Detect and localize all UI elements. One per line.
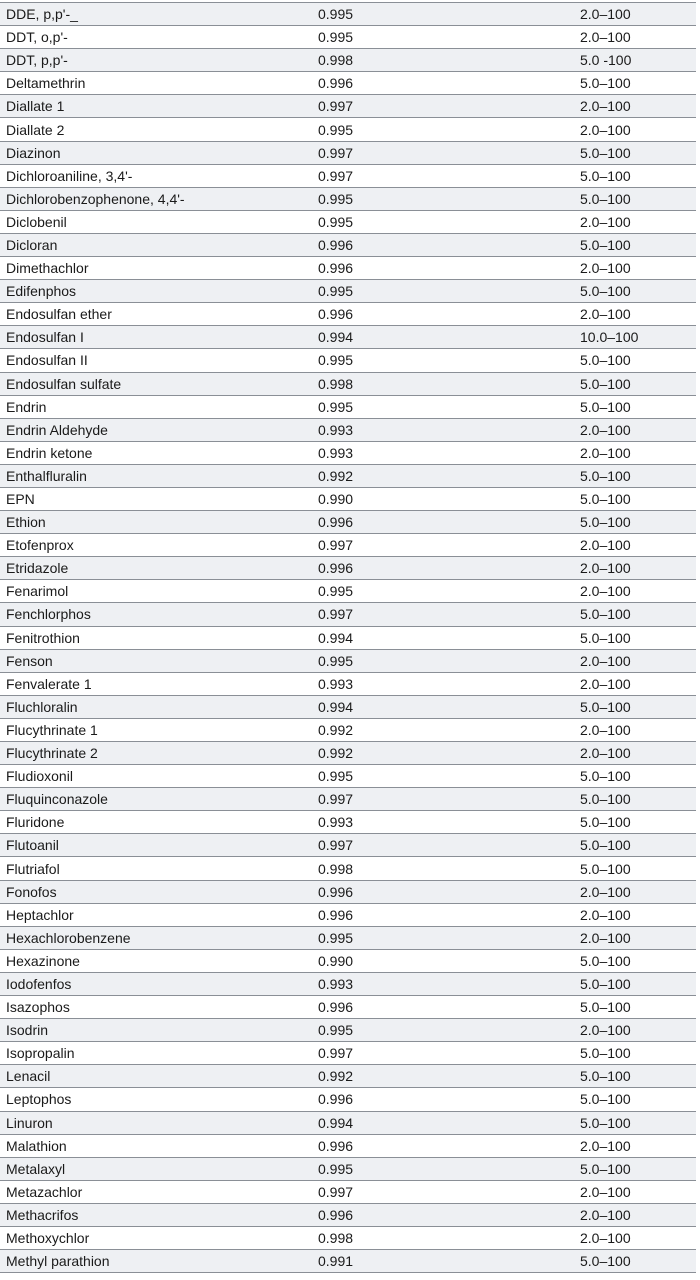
- range-cell: 5.0–100: [443, 695, 696, 718]
- range-cell: 2.0–100: [443, 1180, 696, 1203]
- compound-name-cell: Leptophos: [0, 1088, 276, 1111]
- r-squared-cell: 0.996: [276, 233, 443, 256]
- compound-name-cell: Fenvalerate 1: [0, 672, 276, 695]
- table-row: [0, 3, 696, 26]
- compound-name-cell: Isodrin: [0, 1019, 276, 1042]
- range-cell: 2.0–100: [443, 1019, 696, 1042]
- compound-name-cell: Fenchlorphos: [0, 603, 276, 626]
- r-squared-cell: 0.992: [276, 718, 443, 741]
- range-cell: 2.0–100: [443, 742, 696, 765]
- table-row: [0, 464, 696, 487]
- r-squared-cell: 0.995: [276, 210, 443, 233]
- table-body: [0, 3, 696, 1273]
- compound-name-cell: Dicloran: [0, 233, 276, 256]
- r-squared-cell: 0.994: [276, 695, 443, 718]
- range-cell: 2.0–100: [443, 1134, 696, 1157]
- compound-name-cell: Iodofenfos: [0, 972, 276, 995]
- table-row: [0, 1088, 696, 1111]
- range-cell: 5.0–100: [443, 949, 696, 972]
- range-cell: 5.0–100: [443, 187, 696, 210]
- compound-name-cell: Isazophos: [0, 996, 276, 1019]
- r-squared-cell: 0.996: [276, 903, 443, 926]
- table-row: [0, 326, 696, 349]
- range-cell: 5.0–100: [443, 141, 696, 164]
- range-cell: 5.0–100: [443, 487, 696, 510]
- table-row: [0, 557, 696, 580]
- table-row: [0, 695, 696, 718]
- range-cell: 5.0–100: [443, 1250, 696, 1273]
- table-row: [0, 1065, 696, 1088]
- table-row: [0, 349, 696, 372]
- r-squared-cell: 0.997: [276, 603, 443, 626]
- r-squared-cell: 0.998: [276, 372, 443, 395]
- r-squared-cell: 0.995: [276, 765, 443, 788]
- table-row: [0, 1042, 696, 1065]
- r-squared-cell: 0.990: [276, 487, 443, 510]
- r-squared-cell: 0.995: [276, 926, 443, 949]
- compound-name-cell: Endosulfan sulfate: [0, 372, 276, 395]
- compound-name-cell: Enthalfluralin: [0, 464, 276, 487]
- table-row: [0, 649, 696, 672]
- range-cell: 5.0–100: [443, 280, 696, 303]
- range-cell: 2.0–100: [443, 718, 696, 741]
- range-cell: 5.0–100: [443, 395, 696, 418]
- table-row: [0, 1250, 696, 1273]
- range-cell: 5.0–100: [443, 765, 696, 788]
- table-row: [0, 118, 696, 141]
- r-squared-cell: 0.995: [276, 1019, 443, 1042]
- compound-name-cell: Malathion: [0, 1134, 276, 1157]
- r-squared-cell: 0.995: [276, 118, 443, 141]
- compound-name-cell: Flutoanil: [0, 834, 276, 857]
- compound-name-cell: Linuron: [0, 1111, 276, 1134]
- compound-name-cell: Flucythrinate 2: [0, 742, 276, 765]
- compound-name-cell: Flutriafol: [0, 857, 276, 880]
- range-cell: 5.0–100: [443, 1088, 696, 1111]
- compound-name-cell: Endosulfan ether: [0, 303, 276, 326]
- range-cell: 5.0–100: [443, 857, 696, 880]
- table-row: [0, 187, 696, 210]
- r-squared-cell: 0.996: [276, 996, 443, 1019]
- compound-name-cell: Hexazinone: [0, 949, 276, 972]
- range-cell: 2.0–100: [443, 3, 696, 26]
- r-squared-cell: 0.996: [276, 257, 443, 280]
- table-row: [0, 949, 696, 972]
- compound-name-cell: Etofenprox: [0, 534, 276, 557]
- r-squared-cell: 0.992: [276, 1065, 443, 1088]
- range-cell: 2.0–100: [443, 210, 696, 233]
- r-squared-cell: 0.997: [276, 534, 443, 557]
- table-row: [0, 857, 696, 880]
- r-squared-cell: 0.998: [276, 1226, 443, 1249]
- table-row: [0, 765, 696, 788]
- range-cell: 2.0–100: [443, 926, 696, 949]
- table-row: [0, 1203, 696, 1226]
- table-row: [0, 534, 696, 557]
- range-cell: 5.0–100: [443, 603, 696, 626]
- r-squared-cell: 0.992: [276, 742, 443, 765]
- range-cell: 5.0–100: [443, 626, 696, 649]
- r-squared-cell: 0.994: [276, 326, 443, 349]
- r-squared-cell: 0.993: [276, 441, 443, 464]
- r-squared-cell: 0.995: [276, 187, 443, 210]
- table-row: [0, 487, 696, 510]
- compound-name-cell: Lenacil: [0, 1065, 276, 1088]
- compound-name-cell: Fluchloralin: [0, 695, 276, 718]
- compound-name-cell: Methoxychlor: [0, 1226, 276, 1249]
- r-squared-cell: 0.996: [276, 511, 443, 534]
- r-squared-cell: 0.995: [276, 3, 443, 26]
- compound-name-cell: Fonofos: [0, 880, 276, 903]
- table-row: [0, 626, 696, 649]
- range-cell: 5.0–100: [443, 811, 696, 834]
- compound-name-cell: Methacrifos: [0, 1203, 276, 1226]
- table-row: [0, 1134, 696, 1157]
- compound-name-cell: Metalaxyl: [0, 1157, 276, 1180]
- r-squared-cell: 0.990: [276, 949, 443, 972]
- r-squared-cell: 0.998: [276, 49, 443, 72]
- compound-name-cell: Diallate 1: [0, 95, 276, 118]
- range-cell: 5.0–100: [443, 349, 696, 372]
- table-row: [0, 441, 696, 464]
- compound-name-cell: DDT, p,p'-: [0, 49, 276, 72]
- r-squared-cell: 0.991: [276, 1250, 443, 1273]
- r-squared-cell: 0.997: [276, 1042, 443, 1065]
- compound-name-cell: Methyl parathion: [0, 1250, 276, 1273]
- r-squared-cell: 0.997: [276, 141, 443, 164]
- compound-name-cell: Heptachlor: [0, 903, 276, 926]
- compound-name-cell: Fludioxonil: [0, 765, 276, 788]
- r-squared-cell: 0.995: [276, 395, 443, 418]
- r-squared-cell: 0.996: [276, 72, 443, 95]
- range-cell: 5.0–100: [443, 511, 696, 534]
- table-row: [0, 1019, 696, 1042]
- table-row: [0, 95, 696, 118]
- table-row: [0, 72, 696, 95]
- table-row: [0, 742, 696, 765]
- range-cell: 10.0–100: [443, 326, 696, 349]
- r-squared-cell: 0.996: [276, 880, 443, 903]
- table-row: [0, 788, 696, 811]
- compound-name-cell: Diclobenil: [0, 210, 276, 233]
- range-cell: 5.0–100: [443, 834, 696, 857]
- r-squared-cell: 0.996: [276, 303, 443, 326]
- range-cell: 5.0–100: [443, 464, 696, 487]
- table-row: [0, 996, 696, 1019]
- table-row: [0, 1226, 696, 1249]
- range-cell: 5.0–100: [443, 164, 696, 187]
- table-row: [0, 972, 696, 995]
- table-row: [0, 834, 696, 857]
- r-squared-cell: 0.995: [276, 1157, 443, 1180]
- range-cell: 2.0–100: [443, 257, 696, 280]
- r-squared-cell: 0.995: [276, 280, 443, 303]
- table-row: [0, 49, 696, 72]
- r-squared-cell: 0.994: [276, 1111, 443, 1134]
- table-row: [0, 303, 696, 326]
- range-cell: 2.0–100: [443, 26, 696, 49]
- r-squared-cell: 0.998: [276, 857, 443, 880]
- compound-name-cell: Diazinon: [0, 141, 276, 164]
- r-squared-cell: 0.997: [276, 1180, 443, 1203]
- table-row: [0, 395, 696, 418]
- range-cell: 2.0–100: [443, 880, 696, 903]
- r-squared-cell: 0.996: [276, 1088, 443, 1111]
- table-row: [0, 511, 696, 534]
- compound-name-cell: DDE, p,p'-_: [0, 3, 276, 26]
- compound-name-cell: DDT, o,p'-: [0, 26, 276, 49]
- r-squared-cell: 0.997: [276, 788, 443, 811]
- table-row: [0, 233, 696, 256]
- r-squared-cell: 0.993: [276, 972, 443, 995]
- table-row: [0, 372, 696, 395]
- compound-name-cell: Edifenphos: [0, 280, 276, 303]
- compound-name-cell: Endrin ketone: [0, 441, 276, 464]
- range-cell: 5.0–100: [443, 1042, 696, 1065]
- table-row: [0, 672, 696, 695]
- compound-name-cell: Dichlorobenzophenone, 4,4'-: [0, 187, 276, 210]
- range-cell: 5.0–100: [443, 1157, 696, 1180]
- table-row: [0, 1157, 696, 1180]
- compound-name-cell: Endrin Aldehyde: [0, 418, 276, 441]
- table-row: [0, 26, 696, 49]
- range-cell: 5.0–100: [443, 788, 696, 811]
- compound-name-cell: Flucythrinate 1: [0, 718, 276, 741]
- range-cell: 2.0–100: [443, 557, 696, 580]
- table-row: [0, 880, 696, 903]
- range-cell: 2.0–100: [443, 418, 696, 441]
- range-cell: 2.0–100: [443, 534, 696, 557]
- r-squared-cell: 0.996: [276, 1134, 443, 1157]
- compound-name-cell: Etridazole: [0, 557, 276, 580]
- range-cell: 5.0–100: [443, 996, 696, 1019]
- range-cell: 2.0–100: [443, 580, 696, 603]
- compound-name-cell: Ethion: [0, 511, 276, 534]
- compound-name-cell: Fenarimol: [0, 580, 276, 603]
- compound-name-cell: Diallate 2: [0, 118, 276, 141]
- compound-name-cell: Fenitrothion: [0, 626, 276, 649]
- table-row: [0, 1111, 696, 1134]
- range-cell: 5.0–100: [443, 72, 696, 95]
- compound-name-cell: Endrin: [0, 395, 276, 418]
- r-squared-cell: 0.992: [276, 464, 443, 487]
- r-squared-cell: 0.997: [276, 834, 443, 857]
- compound-name-cell: Fluquinconazole: [0, 788, 276, 811]
- range-cell: 5.0–100: [443, 372, 696, 395]
- r-squared-cell: 0.993: [276, 418, 443, 441]
- r-squared-cell: 0.994: [276, 626, 443, 649]
- table-row: [0, 418, 696, 441]
- table-row: [0, 603, 696, 626]
- table-row: [0, 210, 696, 233]
- range-cell: 5.0–100: [443, 233, 696, 256]
- table-row: [0, 580, 696, 603]
- range-cell: 5.0–100: [443, 1065, 696, 1088]
- range-cell: 2.0–100: [443, 1203, 696, 1226]
- r-squared-cell: 0.997: [276, 164, 443, 187]
- range-cell: 5.0–100: [443, 972, 696, 995]
- range-cell: 2.0–100: [443, 1226, 696, 1249]
- range-cell: 2.0–100: [443, 303, 696, 326]
- range-cell: 2.0–100: [443, 903, 696, 926]
- compound-name-cell: Endosulfan II: [0, 349, 276, 372]
- range-cell: 2.0–100: [443, 95, 696, 118]
- r-squared-cell: 0.993: [276, 811, 443, 834]
- table-row: [0, 926, 696, 949]
- r-squared-cell: 0.996: [276, 1203, 443, 1226]
- table-row: [0, 280, 696, 303]
- compound-name-cell: EPN: [0, 487, 276, 510]
- table-row: [0, 257, 696, 280]
- calibration-table: [0, 2, 696, 1273]
- compound-name-cell: Metazachlor: [0, 1180, 276, 1203]
- compound-name-cell: Deltamethrin: [0, 72, 276, 95]
- r-squared-cell: 0.995: [276, 649, 443, 672]
- r-squared-cell: 0.995: [276, 580, 443, 603]
- compound-name-cell: Isopropalin: [0, 1042, 276, 1065]
- range-cell: 5.0–100: [443, 1111, 696, 1134]
- r-squared-cell: 0.995: [276, 349, 443, 372]
- r-squared-cell: 0.997: [276, 95, 443, 118]
- r-squared-cell: 0.995: [276, 26, 443, 49]
- table-row: [0, 164, 696, 187]
- compound-name-cell: Hexachlorobenzene: [0, 926, 276, 949]
- range-cell: 2.0–100: [443, 118, 696, 141]
- range-cell: 2.0–100: [443, 672, 696, 695]
- range-cell: 2.0–100: [443, 649, 696, 672]
- compound-name-cell: Fluridone: [0, 811, 276, 834]
- r-squared-cell: 0.993: [276, 672, 443, 695]
- table-row: [0, 811, 696, 834]
- r-squared-cell: 0.996: [276, 557, 443, 580]
- compound-name-cell: Dichloroaniline, 3,4'-: [0, 164, 276, 187]
- range-cell: 5.0 -100: [443, 49, 696, 72]
- compound-name-cell: Dimethachlor: [0, 257, 276, 280]
- compound-name-cell: Endosulfan I: [0, 326, 276, 349]
- table-row: [0, 141, 696, 164]
- table-row: [0, 1180, 696, 1203]
- range-cell: 2.0–100: [443, 441, 696, 464]
- compound-name-cell: Fenson: [0, 649, 276, 672]
- table-row: [0, 903, 696, 926]
- table-row: [0, 718, 696, 741]
